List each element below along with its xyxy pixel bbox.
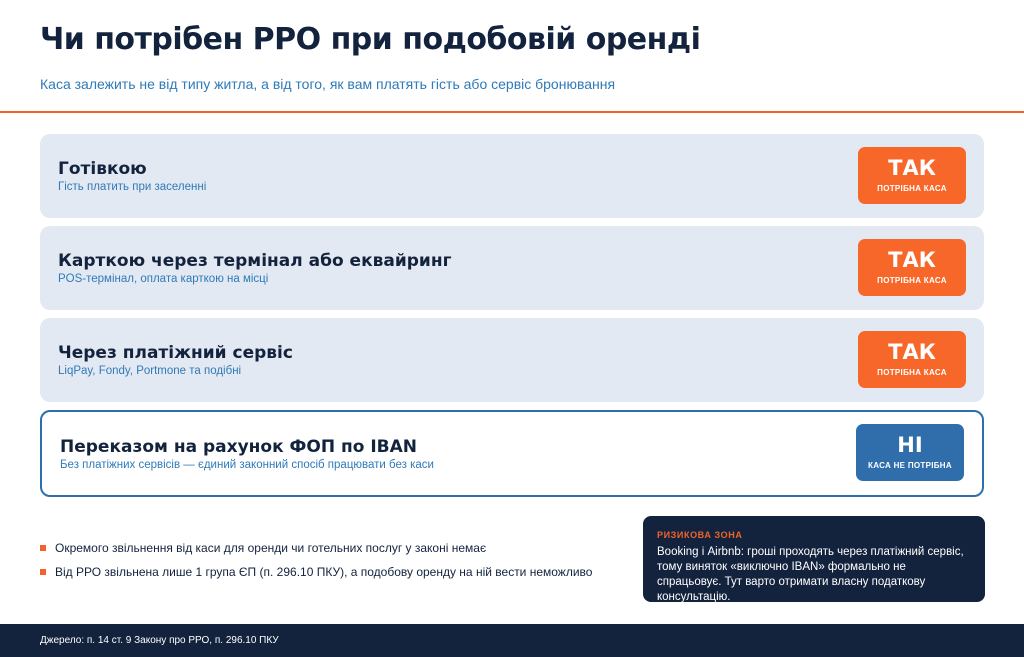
badge-main-text: ТАК [888, 156, 936, 180]
row-description: Без платіжних сервісів — єдиний законний спосіб працювати без каси [60, 459, 434, 471]
risk-zone-callout [643, 516, 985, 602]
row-description: POS-термінал, оплата карткою на місці [58, 273, 269, 285]
status-badge-yes [858, 239, 966, 296]
badge-main-text: НІ [897, 433, 923, 457]
payment-row-card [40, 226, 984, 310]
notes-list [40, 540, 592, 588]
row-description: Гість платить при заселенні [58, 181, 207, 193]
footer [0, 624, 1024, 657]
row-title: Через платіжний сервіс [58, 343, 293, 363]
badge-sub-text: КАСА НЕ ПОТРІБНА [868, 461, 952, 470]
page-subtitle: Каса залежить не від типу житла, а від того, як вам платять гість або сервіс бронювання [40, 76, 616, 92]
risk-zone-text: Booking і Airbnb: гроші проходять через платіжний сервіс, тому виняток «виключно IBAN» формально не спрацьовує. Тут варто отримати власну податкову консультацію. [657, 546, 964, 603]
status-badge-no [856, 424, 964, 481]
row-description: LiqPay, Fondy, Portmone та подібні [58, 365, 242, 377]
note-item: Окремого звільнення від каси для оренди чи готельних послуг у законі немає [40, 540, 592, 564]
badge-sub-text: ПОТРІБНА КАСА [877, 276, 947, 285]
page-title: Чи потрібен РРО при подобовій оренді [40, 22, 701, 57]
note-item: Від РРО звільнена лише 1 група ЄП (п. 296.10 ПКУ), а подобову оренду на ній вести неможливо [40, 564, 592, 588]
row-title: Карткою через термінал або еквайринг [58, 251, 452, 271]
header-divider [0, 111, 1024, 113]
header [0, 0, 1024, 113]
payment-row-iban [40, 410, 984, 497]
source-note: Джерело: п. 14 ст. 9 Закону про РРО, п. 296.10 ПКУ [40, 635, 279, 646]
badge-sub-text: ПОТРІБНА КАСА [877, 368, 947, 377]
risk-zone-title: РИЗИКОВА ЗОНА [657, 530, 743, 540]
status-badge-yes [858, 331, 966, 388]
payment-row-cash [40, 134, 984, 218]
row-title: Переказом на рахунок ФОП по IBAN [60, 437, 418, 457]
badge-sub-text: ПОТРІБНА КАСА [877, 184, 947, 193]
badge-main-text: ТАК [888, 340, 936, 364]
payment-row-service [40, 318, 984, 402]
badge-main-text: ТАК [888, 248, 936, 272]
status-badge-yes [858, 147, 966, 204]
row-title: Готівкою [58, 159, 147, 179]
